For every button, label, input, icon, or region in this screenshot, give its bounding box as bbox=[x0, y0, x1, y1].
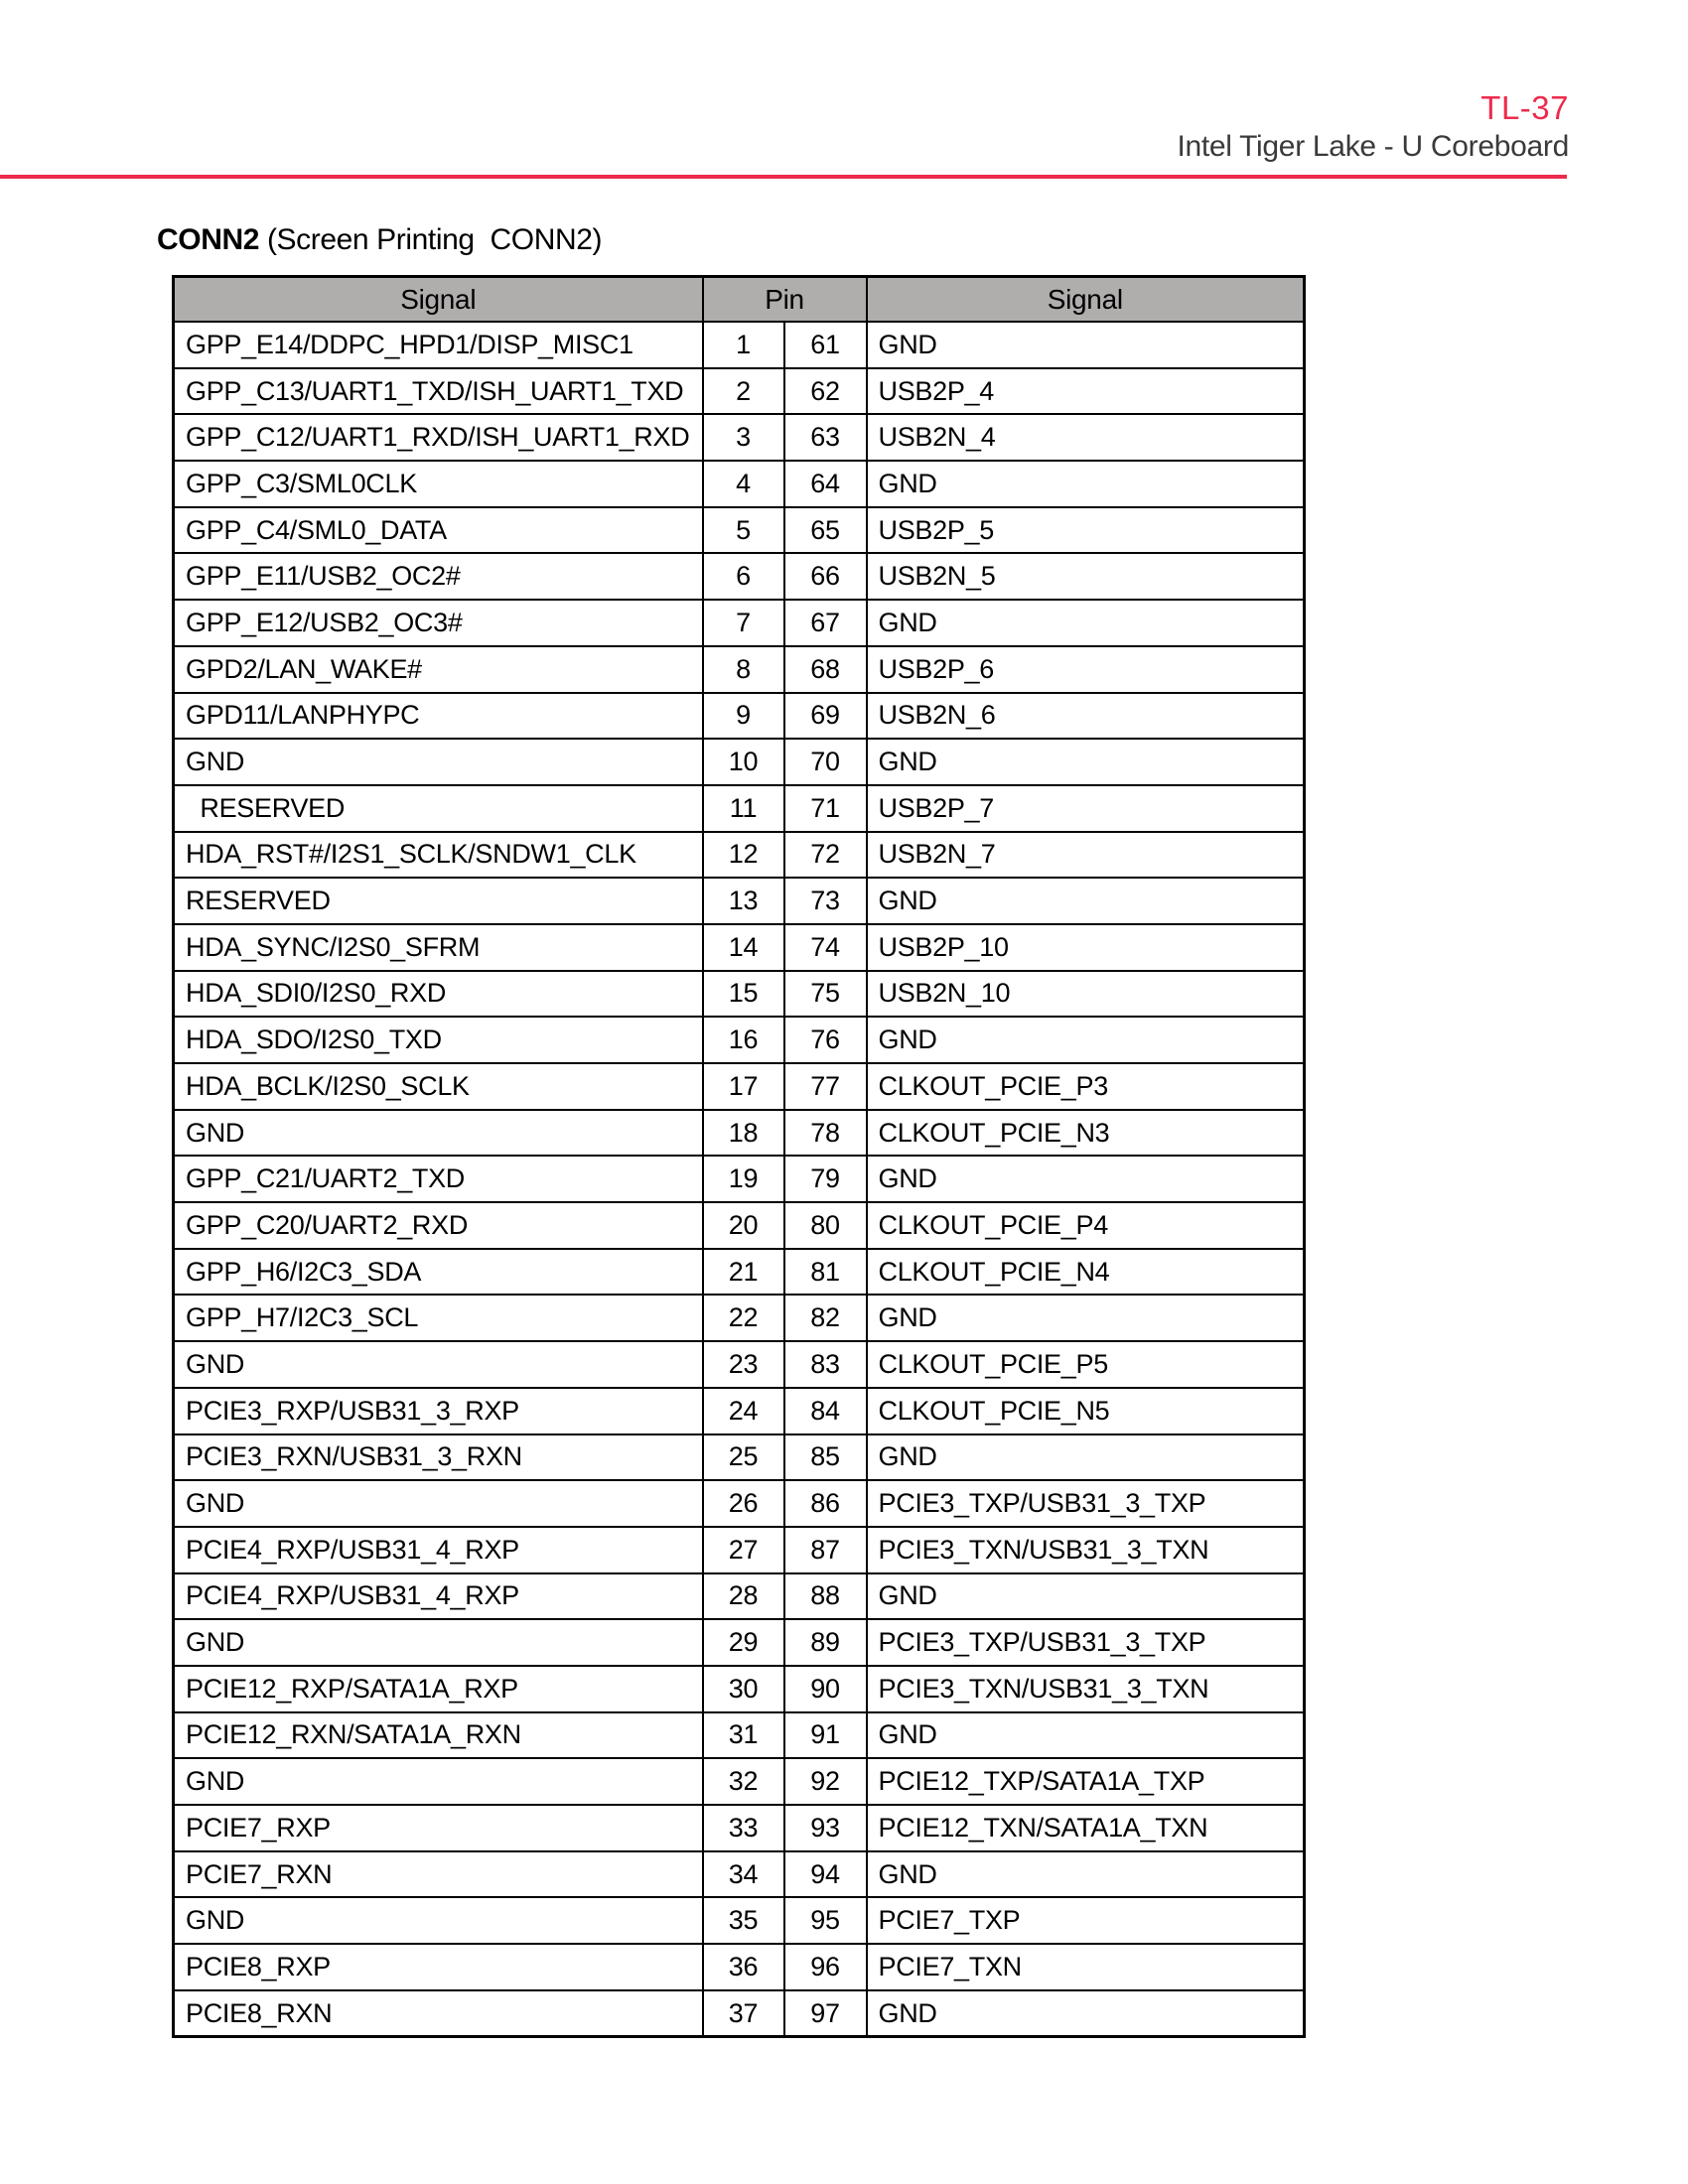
pin-left-cell: 30 bbox=[703, 1666, 784, 1712]
table-header-row bbox=[174, 277, 1305, 323]
pin-left-cell: 8 bbox=[703, 646, 784, 693]
signal-right-cell: GND bbox=[867, 1712, 1305, 1759]
signal-left-cell: HDA_SDI0/I2S0_RXD bbox=[174, 971, 703, 1018]
pin-left-cell: 5 bbox=[703, 507, 784, 554]
table-row bbox=[174, 739, 1305, 785]
table-row bbox=[174, 1480, 1305, 1527]
pin-right-cell: 66 bbox=[784, 553, 867, 600]
table-row bbox=[174, 1017, 1305, 1063]
signal-left-cell: GND bbox=[174, 1619, 703, 1666]
table-row bbox=[174, 1758, 1305, 1805]
pin-left-cell: 12 bbox=[703, 832, 784, 879]
signal-left-cell: PCIE3_RXN/USB31_3_RXN bbox=[174, 1434, 703, 1481]
signal-right-cell: USB2N_4 bbox=[867, 414, 1305, 461]
pin-left-cell: 34 bbox=[703, 1851, 784, 1898]
pin-left-cell: 29 bbox=[703, 1619, 784, 1666]
table-row bbox=[174, 832, 1305, 879]
section-title-suffix: (Screen Printing CONN2) bbox=[259, 223, 603, 256]
signal-right-cell: CLKOUT_PCIE_N4 bbox=[867, 1249, 1305, 1296]
pin-right-cell: 80 bbox=[784, 1202, 867, 1249]
pin-right-cell: 87 bbox=[784, 1527, 867, 1573]
table-row bbox=[174, 1434, 1305, 1481]
table-row bbox=[174, 785, 1305, 832]
signal-left-cell: RESERVED bbox=[174, 878, 703, 924]
signal-left-cell: HDA_SYNC/I2S0_SFRM bbox=[174, 924, 703, 971]
signal-right-cell: PCIE3_TXP/USB31_3_TXP bbox=[867, 1619, 1305, 1666]
pin-left-cell: 25 bbox=[703, 1434, 784, 1481]
pin-right-cell: 73 bbox=[784, 878, 867, 924]
pin-left-cell: 9 bbox=[703, 693, 784, 740]
pin-left-cell: 15 bbox=[703, 971, 784, 1018]
table-row bbox=[174, 1527, 1305, 1573]
signal-right-cell: USB2P_10 bbox=[867, 924, 1305, 971]
signal-right-header: Signal bbox=[867, 277, 1305, 323]
table-row bbox=[174, 553, 1305, 600]
pin-right-cell: 78 bbox=[784, 1110, 867, 1157]
signal-left-cell: HDA_SDO/I2S0_TXD bbox=[174, 1017, 703, 1063]
pin-right-cell: 76 bbox=[784, 1017, 867, 1063]
signal-right-cell: USB2P_7 bbox=[867, 785, 1305, 832]
signal-right-cell: CLKOUT_PCIE_P4 bbox=[867, 1202, 1305, 1249]
signal-left-cell: GPP_C20/UART2_RXD bbox=[174, 1202, 703, 1249]
pin-right-cell: 74 bbox=[784, 924, 867, 971]
pin-left-cell: 33 bbox=[703, 1805, 784, 1851]
signal-left-cell: GPP_E11/USB2_OC2# bbox=[174, 553, 703, 600]
pin-right-cell: 81 bbox=[784, 1249, 867, 1296]
section-title bbox=[157, 223, 602, 257]
table-row bbox=[174, 414, 1305, 461]
pin-right-cell: 90 bbox=[784, 1666, 867, 1712]
pin-left-cell: 3 bbox=[703, 414, 784, 461]
signal-right-cell: USB2P_5 bbox=[867, 507, 1305, 554]
signal-left-cell: GPP_C3/SML0CLK bbox=[174, 461, 703, 507]
signal-left-cell: PCIE3_RXP/USB31_3_RXP bbox=[174, 1388, 703, 1434]
signal-right-cell: PCIE7_TXN bbox=[867, 1944, 1305, 1990]
signal-left-cell: GPP_E12/USB2_OC3# bbox=[174, 600, 703, 646]
page-header bbox=[1177, 89, 1569, 167]
table-row bbox=[174, 1805, 1305, 1851]
table-row bbox=[174, 971, 1305, 1018]
pin-right-cell: 93 bbox=[784, 1805, 867, 1851]
pin-right-cell: 75 bbox=[784, 971, 867, 1018]
pin-right-cell: 89 bbox=[784, 1619, 867, 1666]
signal-right-cell: PCIE12_TXN/SATA1A_TXN bbox=[867, 1805, 1305, 1851]
pin-right-cell: 94 bbox=[784, 1851, 867, 1898]
signal-left-cell: GND bbox=[174, 1758, 703, 1805]
pin-left-cell: 1 bbox=[703, 322, 784, 368]
pin-left-cell: 7 bbox=[703, 600, 784, 646]
table-row bbox=[174, 878, 1305, 924]
signal-right-cell: GND bbox=[867, 461, 1305, 507]
signal-right-cell: USB2P_4 bbox=[867, 368, 1305, 415]
table-row bbox=[174, 1712, 1305, 1759]
signal-left-cell: GPP_H6/I2C3_SDA bbox=[174, 1249, 703, 1296]
signal-left-header: Signal bbox=[174, 277, 703, 323]
pin-left-cell: 23 bbox=[703, 1341, 784, 1388]
table-row bbox=[174, 461, 1305, 507]
signal-right-cell: USB2N_6 bbox=[867, 693, 1305, 740]
pin-left-cell: 13 bbox=[703, 878, 784, 924]
pin-right-cell: 77 bbox=[784, 1063, 867, 1110]
pin-left-cell: 26 bbox=[703, 1480, 784, 1527]
signal-left-cell: PCIE7_RXP bbox=[174, 1805, 703, 1851]
pin-right-cell: 95 bbox=[784, 1897, 867, 1944]
pin-left-cell: 18 bbox=[703, 1110, 784, 1157]
table-row bbox=[174, 1249, 1305, 1296]
pin-left-cell: 35 bbox=[703, 1897, 784, 1944]
signal-right-cell: GND bbox=[867, 600, 1305, 646]
signal-left-cell: PCIE12_RXN/SATA1A_RXN bbox=[174, 1712, 703, 1759]
pin-left-cell: 11 bbox=[703, 785, 784, 832]
signal-left-cell: PCIE4_RXP/USB31_4_RXP bbox=[174, 1527, 703, 1573]
signal-left-cell: HDA_RST#/I2S1_SCLK/SNDW1_CLK bbox=[174, 832, 703, 879]
signal-right-cell: CLKOUT_PCIE_N5 bbox=[867, 1388, 1305, 1434]
signal-left-cell: GPD11/LANPHYPC bbox=[174, 693, 703, 740]
signal-left-cell: PCIE8_RXP bbox=[174, 1944, 703, 1990]
pin-left-cell: 37 bbox=[703, 1990, 784, 2037]
signal-right-cell: PCIE3_TXN/USB31_3_TXN bbox=[867, 1666, 1305, 1712]
table-row bbox=[174, 1619, 1305, 1666]
table-row bbox=[174, 1295, 1305, 1341]
signal-right-cell: GND bbox=[867, 1851, 1305, 1898]
signal-left-cell: GND bbox=[174, 1341, 703, 1388]
signal-left-cell: GPP_C12/UART1_RXD/ISH_UART1_RXD bbox=[174, 414, 703, 461]
signal-left-cell: GPP_C4/SML0_DATA bbox=[174, 507, 703, 554]
table-row bbox=[174, 1388, 1305, 1434]
pin-right-cell: 79 bbox=[784, 1156, 867, 1202]
table-row bbox=[174, 368, 1305, 415]
signal-right-cell: GND bbox=[867, 1990, 1305, 2037]
signal-right-cell: GND bbox=[867, 322, 1305, 368]
signal-right-cell: USB2P_6 bbox=[867, 646, 1305, 693]
pin-left-cell: 21 bbox=[703, 1249, 784, 1296]
signal-right-cell: PCIE3_TXP/USB31_3_TXP bbox=[867, 1480, 1305, 1527]
signal-left-cell: GPP_C21/UART2_TXD bbox=[174, 1156, 703, 1202]
pin-right-cell: 72 bbox=[784, 832, 867, 879]
pin-right-cell: 82 bbox=[784, 1295, 867, 1341]
signal-right-cell: GND bbox=[867, 1434, 1305, 1481]
pin-right-cell: 71 bbox=[784, 785, 867, 832]
pin-left-cell: 28 bbox=[703, 1573, 784, 1620]
signal-right-cell: PCIE7_TXP bbox=[867, 1897, 1305, 1944]
table-row bbox=[174, 924, 1305, 971]
pin-left-cell: 20 bbox=[703, 1202, 784, 1249]
signal-right-cell: GND bbox=[867, 1295, 1305, 1341]
table-row bbox=[174, 1944, 1305, 1990]
pin-right-cell: 86 bbox=[784, 1480, 867, 1527]
signal-right-cell: GND bbox=[867, 1017, 1305, 1063]
pin-right-cell: 96 bbox=[784, 1944, 867, 1990]
table-row bbox=[174, 693, 1305, 740]
signal-left-cell: PCIE12_RXP/SATA1A_RXP bbox=[174, 1666, 703, 1712]
pin-right-cell: 69 bbox=[784, 693, 867, 740]
table-row bbox=[174, 507, 1305, 554]
pin-left-cell: 22 bbox=[703, 1295, 784, 1341]
pin-right-cell: 61 bbox=[784, 322, 867, 368]
table-row bbox=[174, 322, 1305, 368]
pin-right-cell: 63 bbox=[784, 414, 867, 461]
signal-right-cell: USB2N_5 bbox=[867, 553, 1305, 600]
pinout-table bbox=[172, 275, 1306, 2038]
pin-left-cell: 36 bbox=[703, 1944, 784, 1990]
signal-left-cell: GND bbox=[174, 1110, 703, 1157]
pin-left-cell: 19 bbox=[703, 1156, 784, 1202]
pin-left-cell: 32 bbox=[703, 1758, 784, 1805]
doc-code: TL-37 bbox=[1480, 89, 1569, 126]
signal-left-cell: GPP_E14/DDPC_HPD1/DISP_MISC1 bbox=[174, 322, 703, 368]
pin-right-cell: 84 bbox=[784, 1388, 867, 1434]
signal-left-cell: GND bbox=[174, 1897, 703, 1944]
pin-right-cell: 83 bbox=[784, 1341, 867, 1388]
signal-right-cell: GND bbox=[867, 878, 1305, 924]
pin-right-cell: 64 bbox=[784, 461, 867, 507]
signal-right-cell: CLKOUT_PCIE_N3 bbox=[867, 1110, 1305, 1157]
signal-left-cell: GPP_H7/I2C3_SCL bbox=[174, 1295, 703, 1341]
pin-right-cell: 62 bbox=[784, 368, 867, 415]
table-row bbox=[174, 1897, 1305, 1944]
pin-right-cell: 88 bbox=[784, 1573, 867, 1620]
pin-left-cell: 6 bbox=[703, 553, 784, 600]
table-row bbox=[174, 1666, 1305, 1712]
pin-right-cell: 70 bbox=[784, 739, 867, 785]
signal-right-cell: USB2N_7 bbox=[867, 832, 1305, 879]
signal-left-cell: GND bbox=[174, 739, 703, 785]
signal-right-cell: GND bbox=[867, 739, 1305, 785]
product-name: Intel Tiger Lake - U Coreboard bbox=[1177, 130, 1569, 163]
table-row bbox=[174, 600, 1305, 646]
signal-right-cell: PCIE12_TXP/SATA1A_TXP bbox=[867, 1758, 1305, 1805]
connector-name: CONN2 bbox=[157, 223, 260, 256]
signal-right-cell: CLKOUT_PCIE_P5 bbox=[867, 1341, 1305, 1388]
pin-left-cell: 31 bbox=[703, 1712, 784, 1759]
signal-left-cell: RESERVED bbox=[174, 785, 703, 832]
signal-left-cell: PCIE4_RXP/USB31_4_RXP bbox=[174, 1573, 703, 1620]
table-row bbox=[174, 1063, 1305, 1110]
signal-left-cell: GPD2/LAN_WAKE# bbox=[174, 646, 703, 693]
pin-header: Pin bbox=[703, 277, 867, 323]
pin-right-cell: 92 bbox=[784, 1758, 867, 1805]
pin-right-cell: 85 bbox=[784, 1434, 867, 1481]
pin-left-cell: 24 bbox=[703, 1388, 784, 1434]
table-row bbox=[174, 1851, 1305, 1898]
pin-right-cell: 68 bbox=[784, 646, 867, 693]
pin-left-cell: 4 bbox=[703, 461, 784, 507]
table-row bbox=[174, 1341, 1305, 1388]
table-row bbox=[174, 1990, 1305, 2037]
signal-right-cell: GND bbox=[867, 1156, 1305, 1202]
signal-left-cell: PCIE8_RXN bbox=[174, 1990, 703, 2037]
signal-left-cell: HDA_BCLK/I2S0_SCLK bbox=[174, 1063, 703, 1110]
table-row bbox=[174, 1202, 1305, 1249]
signal-right-cell: PCIE3_TXN/USB31_3_TXN bbox=[867, 1527, 1305, 1573]
pin-left-cell: 27 bbox=[703, 1527, 784, 1573]
signal-right-cell: CLKOUT_PCIE_P3 bbox=[867, 1063, 1305, 1110]
table-row bbox=[174, 1110, 1305, 1157]
pin-left-cell: 10 bbox=[703, 739, 784, 785]
header-rule bbox=[0, 175, 1567, 179]
signal-left-cell: GND bbox=[174, 1480, 703, 1527]
table-row bbox=[174, 646, 1305, 693]
pin-right-cell: 65 bbox=[784, 507, 867, 554]
pin-right-cell: 91 bbox=[784, 1712, 867, 1759]
signal-right-cell: USB2N_10 bbox=[867, 971, 1305, 1018]
pin-right-cell: 97 bbox=[784, 1990, 867, 2037]
pin-left-cell: 17 bbox=[703, 1063, 784, 1110]
pin-left-cell: 2 bbox=[703, 368, 784, 415]
signal-right-cell: GND bbox=[867, 1573, 1305, 1620]
table-body bbox=[174, 322, 1305, 2037]
signal-left-cell: GPP_C13/UART1_TXD/ISH_UART1_TXD bbox=[174, 368, 703, 415]
table-row bbox=[174, 1573, 1305, 1620]
pin-left-cell: 14 bbox=[703, 924, 784, 971]
pin-right-cell: 67 bbox=[784, 600, 867, 646]
pin-left-cell: 16 bbox=[703, 1017, 784, 1063]
table-row bbox=[174, 1156, 1305, 1202]
signal-left-cell: PCIE7_RXN bbox=[174, 1851, 703, 1898]
